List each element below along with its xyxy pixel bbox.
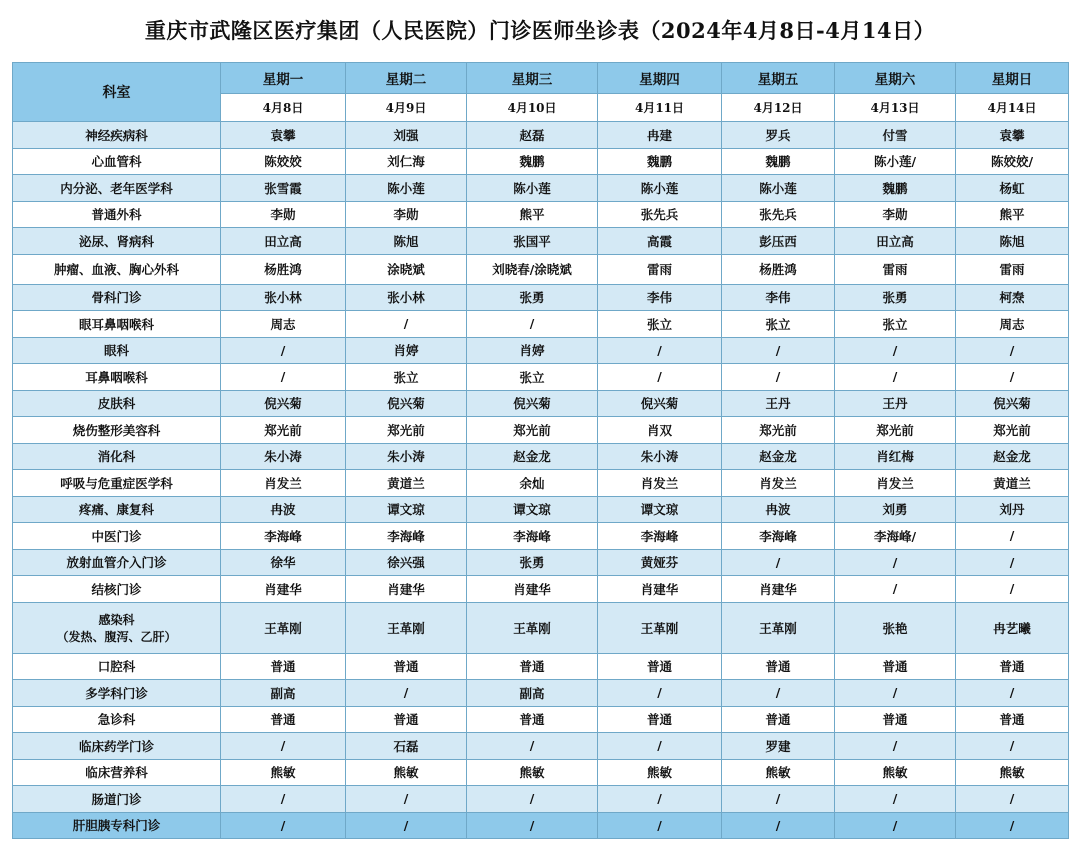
doctor-cell: 熊敏	[221, 759, 346, 786]
doctor-cell: 普通	[467, 653, 598, 680]
dept-cell	[13, 653, 221, 680]
doctor-cell: 陈小莲/	[835, 148, 956, 175]
doctor-cell: 肖发兰	[598, 470, 722, 497]
doctor-cell: 魏鹏	[467, 148, 598, 175]
doctor-cell: 李海峰	[467, 523, 598, 550]
doctor-cell: 熊平	[467, 201, 598, 228]
doctor-cell: /	[722, 786, 835, 813]
table-row	[13, 148, 1069, 175]
dept-cell	[13, 576, 221, 603]
doctor-cell: 普通	[221, 653, 346, 680]
doctor-cell: /	[722, 337, 835, 364]
doctor-cell: /	[956, 549, 1069, 576]
table-row	[13, 680, 1069, 707]
doctor-cell: 魏鹏	[598, 148, 722, 175]
doctor-cell: /	[598, 812, 722, 839]
dept-name: 眼科	[103, 343, 129, 359]
doctor-cell: /	[835, 337, 956, 364]
table-row	[13, 733, 1069, 760]
doctor-cell: /	[221, 337, 346, 364]
doctor-cell: 普通	[835, 706, 956, 733]
doctor-cell: 刘勇	[835, 496, 956, 523]
dept-cell	[13, 812, 221, 839]
doctor-cell: /	[956, 523, 1069, 550]
doctor-cell: 倪兴菊	[598, 390, 722, 417]
doctor-cell: 王革刚	[467, 602, 598, 653]
doctor-cell: 肖发兰	[835, 470, 956, 497]
day-header: 星期三	[467, 63, 598, 94]
doctor-cell: 冉波	[221, 496, 346, 523]
doctor-cell: 罗兵	[722, 122, 835, 149]
table-row	[13, 175, 1069, 202]
doctor-cell: 倪兴菊	[346, 390, 467, 417]
doctor-cell: 郑光前	[346, 417, 467, 444]
doctor-cell: 王革刚	[722, 602, 835, 653]
doctor-cell: 倪兴菊	[467, 390, 598, 417]
doctor-cell: 肖红梅	[835, 443, 956, 470]
doctor-cell: 李勋	[346, 201, 467, 228]
doctor-cell: 朱小涛	[221, 443, 346, 470]
doctor-cell: 李海峰	[598, 523, 722, 550]
doctor-cell: 陈姣姣/	[956, 148, 1069, 175]
doctor-cell: 石磊	[346, 733, 467, 760]
doctor-cell: 熊敏	[956, 759, 1069, 786]
doctor-cell: 王革刚	[346, 602, 467, 653]
doctor-cell: /	[346, 311, 467, 338]
table-row	[13, 201, 1069, 228]
doctor-cell: /	[221, 812, 346, 839]
doctor-cell: 李海峰	[346, 523, 467, 550]
doctor-cell: 熊敏	[722, 759, 835, 786]
doctor-cell: 张小林	[346, 284, 467, 311]
dept-cell	[13, 254, 221, 284]
doctor-cell: 罗建	[722, 733, 835, 760]
dept-name: 多学科门诊	[85, 685, 148, 701]
dept-cell	[13, 443, 221, 470]
doctor-cell: 肖婷	[346, 337, 467, 364]
doctor-cell: 熊敏	[346, 759, 467, 786]
doctor-cell: 郑光前	[221, 417, 346, 444]
doctor-cell: 付雪	[835, 122, 956, 149]
doctor-cell: 郑光前	[722, 417, 835, 444]
doctor-cell: 谭文琼	[346, 496, 467, 523]
doctor-cell: 雷雨	[956, 254, 1069, 284]
doctor-cell: 肖建华	[722, 576, 835, 603]
day-header: 星期一	[221, 63, 346, 94]
table-row	[13, 549, 1069, 576]
doctor-cell: 黄娅芬	[598, 549, 722, 576]
dept-column-header: 科室	[13, 63, 221, 122]
doctor-cell: 袁攀	[956, 122, 1069, 149]
doctor-cell: 黄道兰	[956, 470, 1069, 497]
doctor-cell: /	[835, 680, 956, 707]
doctor-cell: 田立高	[835, 228, 956, 255]
dept-name: 临床营养科	[85, 765, 148, 781]
doctor-cell: 张小林	[221, 284, 346, 311]
doctor-cell: /	[221, 364, 346, 391]
dept-cell	[13, 706, 221, 733]
day-header-row	[13, 63, 1069, 94]
doctor-cell: 张立	[598, 311, 722, 338]
doctor-cell: 李海峰/	[835, 523, 956, 550]
doctor-cell: 雷雨	[598, 254, 722, 284]
doctor-cell: /	[467, 733, 598, 760]
dept-name: 放射血管介入门诊	[66, 555, 167, 571]
doctor-cell: 冉波	[722, 496, 835, 523]
dept-name: 泌尿、肾病科	[78, 233, 154, 249]
doctor-cell: 田立高	[221, 228, 346, 255]
dept-name: 内分泌、老年医学科	[60, 180, 173, 196]
doctor-cell: 普通	[467, 706, 598, 733]
doctor-cell: 肖建华	[221, 576, 346, 603]
doctor-cell: 周志	[221, 311, 346, 338]
dept-cell	[13, 175, 221, 202]
doctor-cell: 熊敏	[467, 759, 598, 786]
dept-cell	[13, 228, 221, 255]
doctor-cell: 副高	[221, 680, 346, 707]
dept-name: 感染科	[98, 612, 135, 627]
table-row	[13, 122, 1069, 149]
doctor-cell: 魏鹏	[722, 148, 835, 175]
doctor-cell: 普通	[956, 653, 1069, 680]
table-row	[13, 786, 1069, 813]
dept-name: 呼吸与危重症医学科	[60, 475, 173, 491]
table-row	[13, 523, 1069, 550]
doctor-cell: 周志	[956, 311, 1069, 338]
table-row	[13, 254, 1069, 284]
doctor-cell: 李海峰	[221, 523, 346, 550]
date-header: 4月9日	[346, 94, 467, 122]
dept-name: 耳鼻咽喉科	[85, 369, 148, 385]
doctor-cell: 徐华	[221, 549, 346, 576]
doctor-cell: 肖建华	[346, 576, 467, 603]
doctor-cell: 熊敏	[598, 759, 722, 786]
dept-cell	[13, 470, 221, 497]
table-body	[13, 122, 1069, 839]
doctor-cell: /	[835, 549, 956, 576]
doctor-cell: 肖建华	[598, 576, 722, 603]
doctor-cell: 陈旭	[956, 228, 1069, 255]
doctor-cell: 赵金龙	[467, 443, 598, 470]
dept-cell	[13, 680, 221, 707]
doctor-cell: 熊平	[956, 201, 1069, 228]
doctor-cell: 倪兴菊	[956, 390, 1069, 417]
dept-name: 中医门诊	[91, 528, 142, 544]
dept-cell	[13, 602, 221, 653]
dept-name: 神经疾病科	[85, 127, 148, 143]
table-row	[13, 706, 1069, 733]
dept-name: 肝胆胰专科门诊	[72, 818, 161, 834]
doctor-cell: 普通	[346, 653, 467, 680]
doctor-cell: 肖建华	[467, 576, 598, 603]
doctor-cell: 杨胜鸿	[722, 254, 835, 284]
date-header: 4月13日	[835, 94, 956, 122]
doctor-cell: 杨胜鸿	[221, 254, 346, 284]
doctor-cell: 王革刚	[221, 602, 346, 653]
doctor-cell: 李海峰	[722, 523, 835, 550]
date-header: 4月10日	[467, 94, 598, 122]
doctor-cell: 张先兵	[722, 201, 835, 228]
doctor-cell: 李勋	[221, 201, 346, 228]
doctor-cell: 魏鹏	[835, 175, 956, 202]
doctor-cell: /	[467, 311, 598, 338]
doctor-cell: 陈旭	[346, 228, 467, 255]
doctor-cell: 李勋	[835, 201, 956, 228]
doctor-cell: 刘晓春/涂晓斌	[467, 254, 598, 284]
dept-cell	[13, 759, 221, 786]
doctor-cell: 肖发兰	[722, 470, 835, 497]
doctor-cell: 王丹	[835, 390, 956, 417]
doctor-cell: /	[598, 786, 722, 813]
doctor-cell: 普通	[956, 706, 1069, 733]
dept-cell	[13, 122, 221, 149]
dept-name: 肿瘤、血液、胸心外科	[53, 262, 179, 277]
doctor-cell: /	[598, 364, 722, 391]
doctor-cell: 副高	[467, 680, 598, 707]
doctor-cell: 涂晓斌	[346, 254, 467, 284]
date-header: 4月8日	[221, 94, 346, 122]
doctor-cell: 肖婷	[467, 337, 598, 364]
doctor-cell: 谭文琼	[598, 496, 722, 523]
table-row	[13, 759, 1069, 786]
doctor-cell: 王丹	[722, 390, 835, 417]
doctor-cell: /	[956, 576, 1069, 603]
doctor-cell: 张先兵	[598, 201, 722, 228]
doctor-cell: 张立	[722, 311, 835, 338]
doctor-cell: 柯焘	[956, 284, 1069, 311]
doctor-cell: /	[956, 812, 1069, 839]
dept-cell	[13, 390, 221, 417]
dept-name: 疼痛、康复科	[78, 502, 154, 518]
dept-cell	[13, 311, 221, 338]
doctor-cell: /	[598, 733, 722, 760]
doctor-cell: 雷雨	[835, 254, 956, 284]
doctor-cell: 普通	[835, 653, 956, 680]
dept-name: 肠道门诊	[91, 791, 142, 807]
day-header: 星期五	[722, 63, 835, 94]
doctor-cell: 肖发兰	[221, 470, 346, 497]
doctor-cell: 倪兴菊	[221, 390, 346, 417]
dept-name: 骨科门诊	[91, 290, 142, 306]
doctor-cell: 张立	[467, 364, 598, 391]
doctor-cell: 刘丹	[956, 496, 1069, 523]
dept-name: 心血管科	[91, 154, 142, 170]
doctor-cell: 陈小莲	[467, 175, 598, 202]
doctor-cell: 郑光前	[835, 417, 956, 444]
dept-name: 临床药学门诊	[78, 738, 154, 754]
doctor-cell: 黄道兰	[346, 470, 467, 497]
dept-cell	[13, 284, 221, 311]
doctor-cell: 郑光前	[956, 417, 1069, 444]
doctor-cell: 冉艺曦	[956, 602, 1069, 653]
doctor-cell: 张立	[346, 364, 467, 391]
dept-name: 眼耳鼻咽喉科	[78, 316, 154, 332]
doctor-cell: 杨虹	[956, 175, 1069, 202]
doctor-cell: /	[835, 576, 956, 603]
doctor-cell: /	[346, 680, 467, 707]
schedule-table	[12, 62, 1069, 839]
doctor-cell: /	[598, 680, 722, 707]
doctor-cell: /	[835, 733, 956, 760]
dept-cell	[13, 496, 221, 523]
dept-cell	[13, 786, 221, 813]
doctor-cell: /	[467, 812, 598, 839]
table-row	[13, 337, 1069, 364]
doctor-cell: /	[835, 812, 956, 839]
doctor-cell: 普通	[346, 706, 467, 733]
dept-name: 口腔科	[97, 659, 136, 675]
doctor-cell: /	[956, 786, 1069, 813]
table-header	[13, 63, 1069, 122]
date-header: 4月11日	[598, 94, 722, 122]
doctor-cell: 朱小涛	[346, 443, 467, 470]
dept-cell	[13, 337, 221, 364]
dept-cell	[13, 417, 221, 444]
date-header: 4月12日	[722, 94, 835, 122]
doctor-cell: 张勇	[467, 549, 598, 576]
doctor-cell: 陈姣姣	[221, 148, 346, 175]
doctor-cell: 王革刚	[598, 602, 722, 653]
doctor-cell: 赵磊	[467, 122, 598, 149]
dept-subtitle: （发热、腹泻、乙肝）	[56, 629, 177, 644]
doctor-cell: /	[956, 364, 1069, 391]
table-row	[13, 470, 1069, 497]
doctor-cell: /	[835, 364, 956, 391]
dept-cell	[13, 148, 221, 175]
doctor-cell: /	[221, 733, 346, 760]
dept-name: 皮肤科	[97, 396, 136, 412]
doctor-cell: 冉建	[598, 122, 722, 149]
doctor-cell: /	[598, 337, 722, 364]
doctor-cell: 陈小莲	[722, 175, 835, 202]
dept-name: 烧伤整形美容科	[72, 422, 161, 438]
doctor-cell: 普通	[722, 706, 835, 733]
dept-name: 普通外科	[91, 207, 142, 223]
doctor-cell: /	[346, 786, 467, 813]
dept-cell	[13, 201, 221, 228]
doctor-cell: 熊敏	[835, 759, 956, 786]
doctor-cell: 张艳	[835, 602, 956, 653]
doctor-cell: /	[722, 549, 835, 576]
table-row	[13, 653, 1069, 680]
day-header: 星期四	[598, 63, 722, 94]
doctor-cell: 张勇	[467, 284, 598, 311]
doctor-cell: /	[835, 786, 956, 813]
doctor-cell: 刘强	[346, 122, 467, 149]
doctor-cell: /	[221, 786, 346, 813]
doctor-cell: /	[722, 680, 835, 707]
day-header: 星期日	[956, 63, 1069, 94]
doctor-cell: 谭文琼	[467, 496, 598, 523]
table-row	[13, 311, 1069, 338]
doctor-cell: /	[956, 733, 1069, 760]
doctor-cell: 徐兴强	[346, 549, 467, 576]
dept-cell	[13, 364, 221, 391]
doctor-cell: 张勇	[835, 284, 956, 311]
doctor-cell: 普通	[722, 653, 835, 680]
doctor-cell: 高霞	[598, 228, 722, 255]
date-header: 4月14日	[956, 94, 1069, 122]
doctor-cell: 赵金龙	[956, 443, 1069, 470]
dept-cell	[13, 523, 221, 550]
dept-cell	[13, 733, 221, 760]
doctor-cell: 李伟	[598, 284, 722, 311]
table-row	[13, 496, 1069, 523]
doctor-cell: 普通	[598, 706, 722, 733]
day-header: 星期六	[835, 63, 956, 94]
doctor-cell: 普通	[221, 706, 346, 733]
doctor-cell: /	[722, 364, 835, 391]
doctor-cell: /	[956, 680, 1069, 707]
doctor-cell: 朱小涛	[598, 443, 722, 470]
doctor-cell: 刘仁海	[346, 148, 467, 175]
doctor-cell: 陈小莲	[598, 175, 722, 202]
day-header: 星期二	[346, 63, 467, 94]
dept-name: 消化科	[97, 449, 136, 465]
doctor-cell: 肖双	[598, 417, 722, 444]
doctor-cell: 郑光前	[467, 417, 598, 444]
doctor-cell: 余灿	[467, 470, 598, 497]
doctor-cell: 张立	[835, 311, 956, 338]
table-row	[13, 812, 1069, 839]
doctor-cell: /	[467, 786, 598, 813]
table-row	[13, 228, 1069, 255]
doctor-cell: /	[722, 812, 835, 839]
table-row	[13, 602, 1069, 653]
dept-cell	[13, 549, 221, 576]
page-title: 重庆市武隆区医疗集团（人民医院）门诊医师坐诊表（2024年4月8日-4月14日）	[144, 18, 936, 43]
doctor-cell: 陈小莲	[346, 175, 467, 202]
doctor-cell: 普通	[598, 653, 722, 680]
doctor-cell: 张国平	[467, 228, 598, 255]
doctor-cell: /	[346, 812, 467, 839]
doctor-cell: 袁攀	[221, 122, 346, 149]
table-row	[13, 576, 1069, 603]
table-row	[13, 443, 1069, 470]
doctor-cell: 李伟	[722, 284, 835, 311]
doctor-cell: 赵金龙	[722, 443, 835, 470]
table-row	[13, 364, 1069, 391]
doctor-cell: /	[956, 337, 1069, 364]
table-row	[13, 284, 1069, 311]
table-row	[13, 390, 1069, 417]
table-row	[13, 417, 1069, 444]
doctor-cell: 彭压西	[722, 228, 835, 255]
doctor-cell: 张雪霞	[221, 175, 346, 202]
dept-name: 结核门诊	[91, 581, 142, 597]
dept-name: 急诊科	[97, 712, 136, 728]
